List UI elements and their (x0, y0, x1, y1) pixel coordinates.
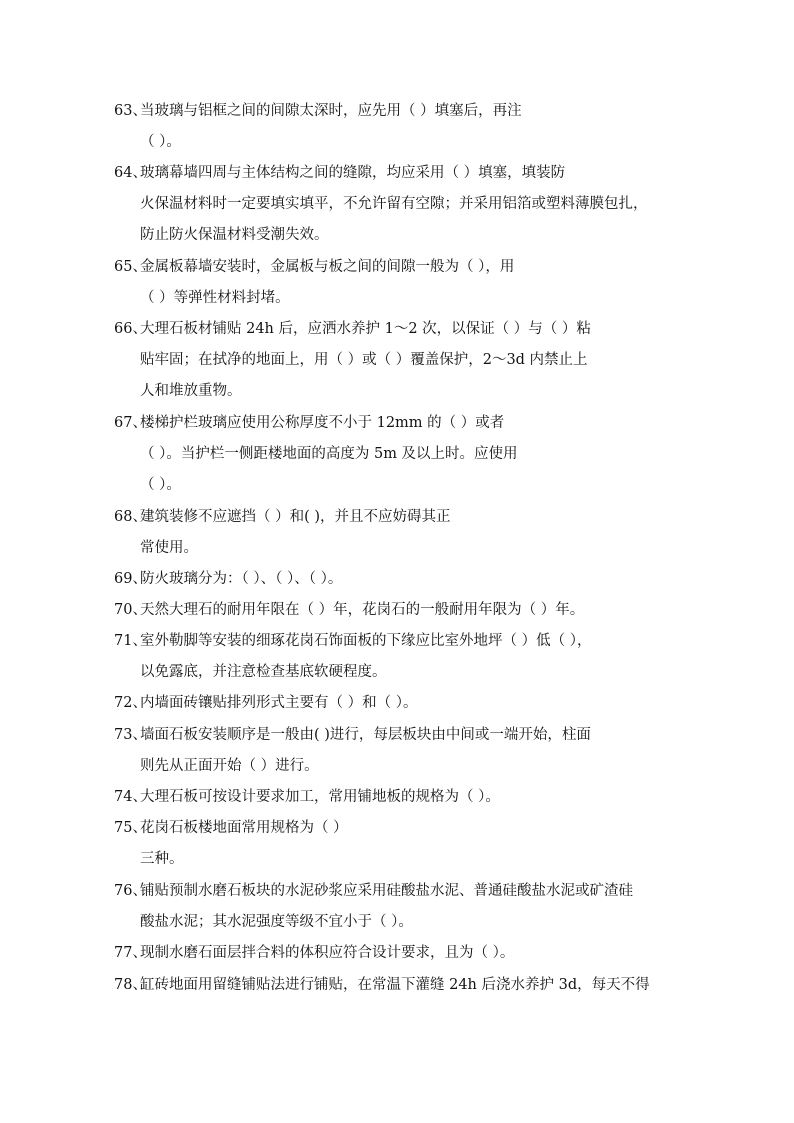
question-number: 63、 (114, 103, 147, 119)
question-text-line: 大理石板材铺贴 24h 后，应洒水养护 1～2 次，以保证（ ）与（ ）粘 (140, 321, 591, 337)
question-text-line: 三种。 (140, 851, 184, 867)
question-64 (114, 158, 704, 251)
question-76 (114, 876, 704, 938)
question-number: 69、 (114, 571, 147, 587)
question-69 (114, 564, 704, 595)
question-text-line: 大理石板可按设计要求加工，常用铺地板的规格为（ ）。 (140, 789, 500, 805)
question-67 (114, 408, 704, 501)
question-number: 77、 (114, 945, 147, 961)
question-63 (114, 96, 704, 158)
question-text-line: 以免露底，并注意检查基底软硬程度。 (140, 664, 387, 680)
question-number: 70、 (114, 602, 147, 618)
question-number: 75、 (114, 820, 147, 836)
question-number: 65、 (114, 259, 147, 275)
question-number: 64、 (114, 165, 147, 181)
question-text-line: 缸砖地面用留缝铺贴法进行铺贴，在常温下灌缝 24h 后浇水养护 3d，每天不得 (140, 977, 650, 993)
question-text-line: 铺贴预制水磨石板块的水泥砂浆应采用硅酸盐水泥、普通硅酸盐水泥或矿渣硅 (140, 883, 633, 899)
question-number: 66、 (114, 321, 147, 337)
question-text-line: 墙面石板安装顺序是一般由( )进行，每层板块由中间或一端开始，柱面 (140, 727, 591, 743)
question-number: 71、 (114, 633, 147, 649)
question-66 (114, 314, 704, 407)
question-text-line: 现制水磨石面层拌合料的体积应符合设计要求，且为（ ）。 (140, 945, 515, 961)
question-71 (114, 626, 704, 688)
question-text-line: 建筑装修不应遮挡（ ）和( )，并且不应妨碍其正 (140, 509, 451, 525)
question-number: 67、 (114, 415, 147, 431)
question-text-line: 花岗石板楼地面常用规格为（ ） (140, 820, 348, 836)
question-number: 68、 (114, 509, 147, 525)
question-text-line: （ ）等弹性材料封堵。 (140, 290, 290, 306)
question-text-line: 则先从正面开始（ ）进行。 (140, 758, 319, 774)
question-number: 78、 (114, 977, 147, 993)
question-68 (114, 502, 704, 564)
question-text-line: 常使用。 (140, 540, 198, 556)
question-78 (114, 970, 704, 1001)
question-text-line: 贴牢固；在拭净的地面上，用（ ）或（ ）覆盖保护，2～3d 内禁止上 (140, 352, 588, 368)
question-text-line: （ ）。 (140, 477, 181, 493)
question-65 (114, 252, 704, 314)
question-77 (114, 938, 704, 969)
question-text-line: 内墙面砖镶贴排列形式主要有（ ）和（ ）。 (140, 695, 418, 711)
question-70 (114, 595, 704, 626)
question-number: 72、 (114, 695, 147, 711)
question-text-line: 玻璃幕墙四周与主体结构之间的缝隙，均应采用（ ）填塞，填装防 (140, 165, 566, 181)
question-number: 73、 (114, 727, 147, 743)
question-text-line: 当玻璃与铝框之间的间隙太深时，应先用（ ）填塞后，再注 (140, 103, 522, 119)
question-text-line: 防火玻璃分为：（ ）、（ ）、（ ）。 (140, 571, 343, 587)
question-number: 76、 (114, 883, 147, 899)
question-text-line: 人和堆放重物。 (140, 383, 242, 399)
question-text-line: 天然大理石的耐用年限在（ ）年，花岗石的一般耐用年限为（ ）年。 (140, 602, 585, 618)
question-72 (114, 688, 704, 719)
question-text-line: 防止防火保温材料受潮失效。 (140, 227, 329, 243)
question-text-line: 酸盐水泥；其水泥强度等级不宜小于（ ）。 (140, 914, 413, 930)
question-text-line: 室外勒脚等安装的细琢花岗石饰面板的下缘应比室外地坪（ ）低（ ）， (140, 633, 592, 649)
question-text-line: （ ）。 (140, 134, 181, 150)
question-text-line: 楼梯护栏玻璃应使用公称厚度不小于 12mm 的（ ）或者 (140, 415, 505, 431)
question-text-line: 火保温材料时一定要填实填平，不允许留有空隙；并采用铝箔或塑料薄膜包扎， (140, 196, 648, 212)
question-number: 74、 (114, 789, 147, 805)
question-text-line: （ ）。当护栏一侧距楼地面的高度为 5m 及以上时。应使用 (140, 446, 518, 462)
question-74 (114, 782, 704, 813)
question-75 (114, 813, 704, 875)
question-text-line: 金属板幕墙安装时，金属板与板之间的间隙一般为（ ），用 (140, 259, 515, 275)
question-73 (114, 720, 704, 782)
